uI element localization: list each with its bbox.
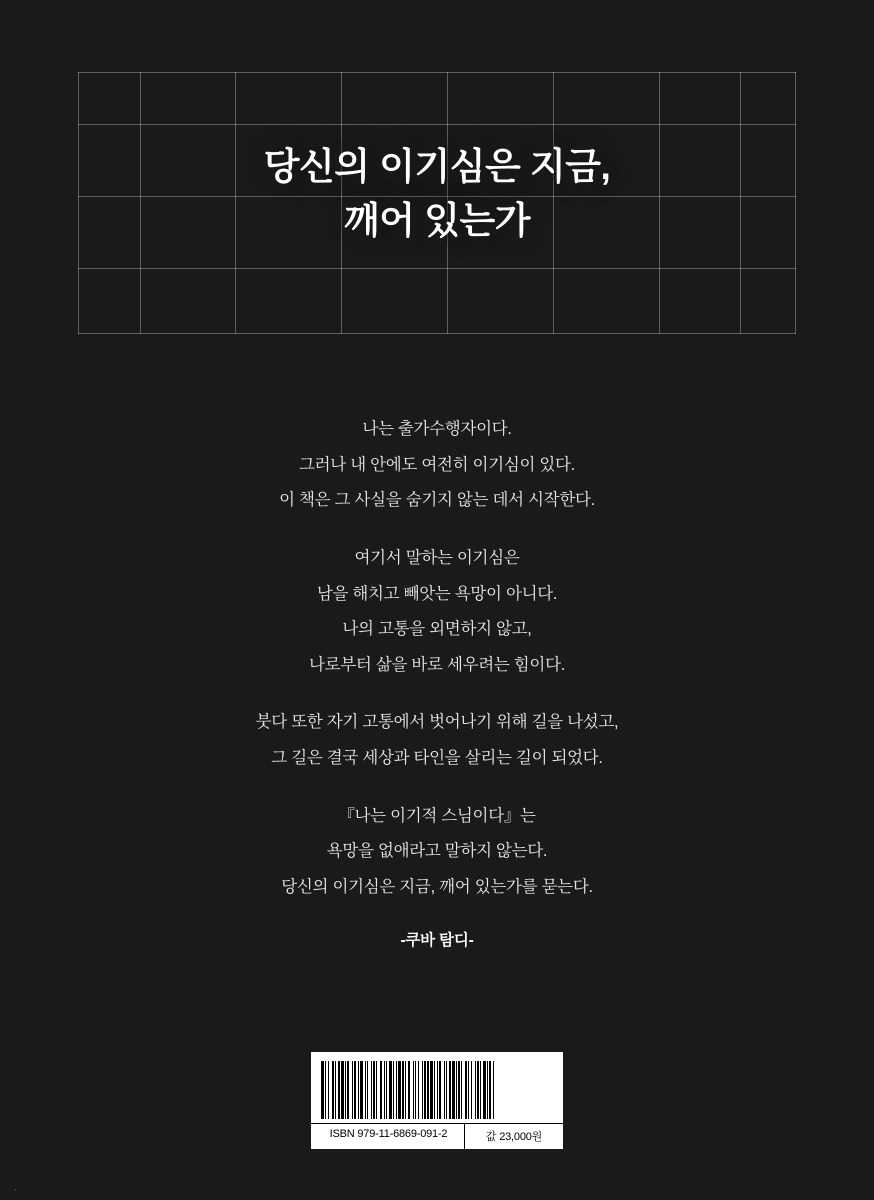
cover-title <box>0 140 874 247</box>
barcode-bars <box>321 1061 553 1119</box>
body-line: 여기서 말하는 이기심은 <box>354 548 520 567</box>
grid-line-horizontal <box>78 268 796 269</box>
isbn-text: ISBN 979-11-6869-091-2 <box>311 1124 465 1149</box>
cover-body-copy <box>0 412 874 950</box>
title-line-1: 당신의 이기심은 지금, <box>263 146 611 187</box>
paragraph <box>0 541 874 684</box>
paragraph <box>0 799 874 906</box>
body-line: 나로부터 삶을 바로 세우려는 힘이다. <box>308 655 565 674</box>
body-line: 욕망을 없애라고 말하지 않는다. <box>326 842 548 861</box>
barcode <box>311 1052 563 1149</box>
grid-line-horizontal <box>78 124 796 125</box>
body-line: 붓다 또한 자기 고통에서 벗어나기 위해 길을 나섰고, <box>255 713 619 732</box>
body-line: 그 길은 결국 세상과 타인을 살리는 길이 되었다. <box>271 749 603 767</box>
body-line: 남을 해치고 빼앗는 욕망이 아니다. <box>316 584 558 603</box>
body-line: 그러나 내 안에도 여전히 이기심이 있다. <box>299 455 575 474</box>
grid-line-horizontal <box>78 333 796 334</box>
barcode-caption <box>311 1123 563 1149</box>
paragraph <box>0 705 874 776</box>
author-credit: -쿠바 탐디- <box>400 931 474 949</box>
paragraph <box>0 412 874 519</box>
body-line: 나는 출가수행자이다. <box>362 420 512 438</box>
body-line: 나의 고통을 외면하지 않고, <box>342 620 532 639</box>
corner-mark: . <box>14 1182 18 1192</box>
body-line: 『나는 이기적 스님이다』는 <box>338 806 536 825</box>
title-line-2: 깨어 있는가 <box>344 199 530 241</box>
grid-line-horizontal <box>78 72 796 73</box>
body-line: 이 책은 그 사실을 숨기지 않는 데서 시작한다. <box>279 491 595 510</box>
body-line: 당신의 이기심은 지금, 깨어 있는가를 묻는다. <box>281 877 593 896</box>
price-text: 값 23,000원 <box>485 1131 543 1143</box>
